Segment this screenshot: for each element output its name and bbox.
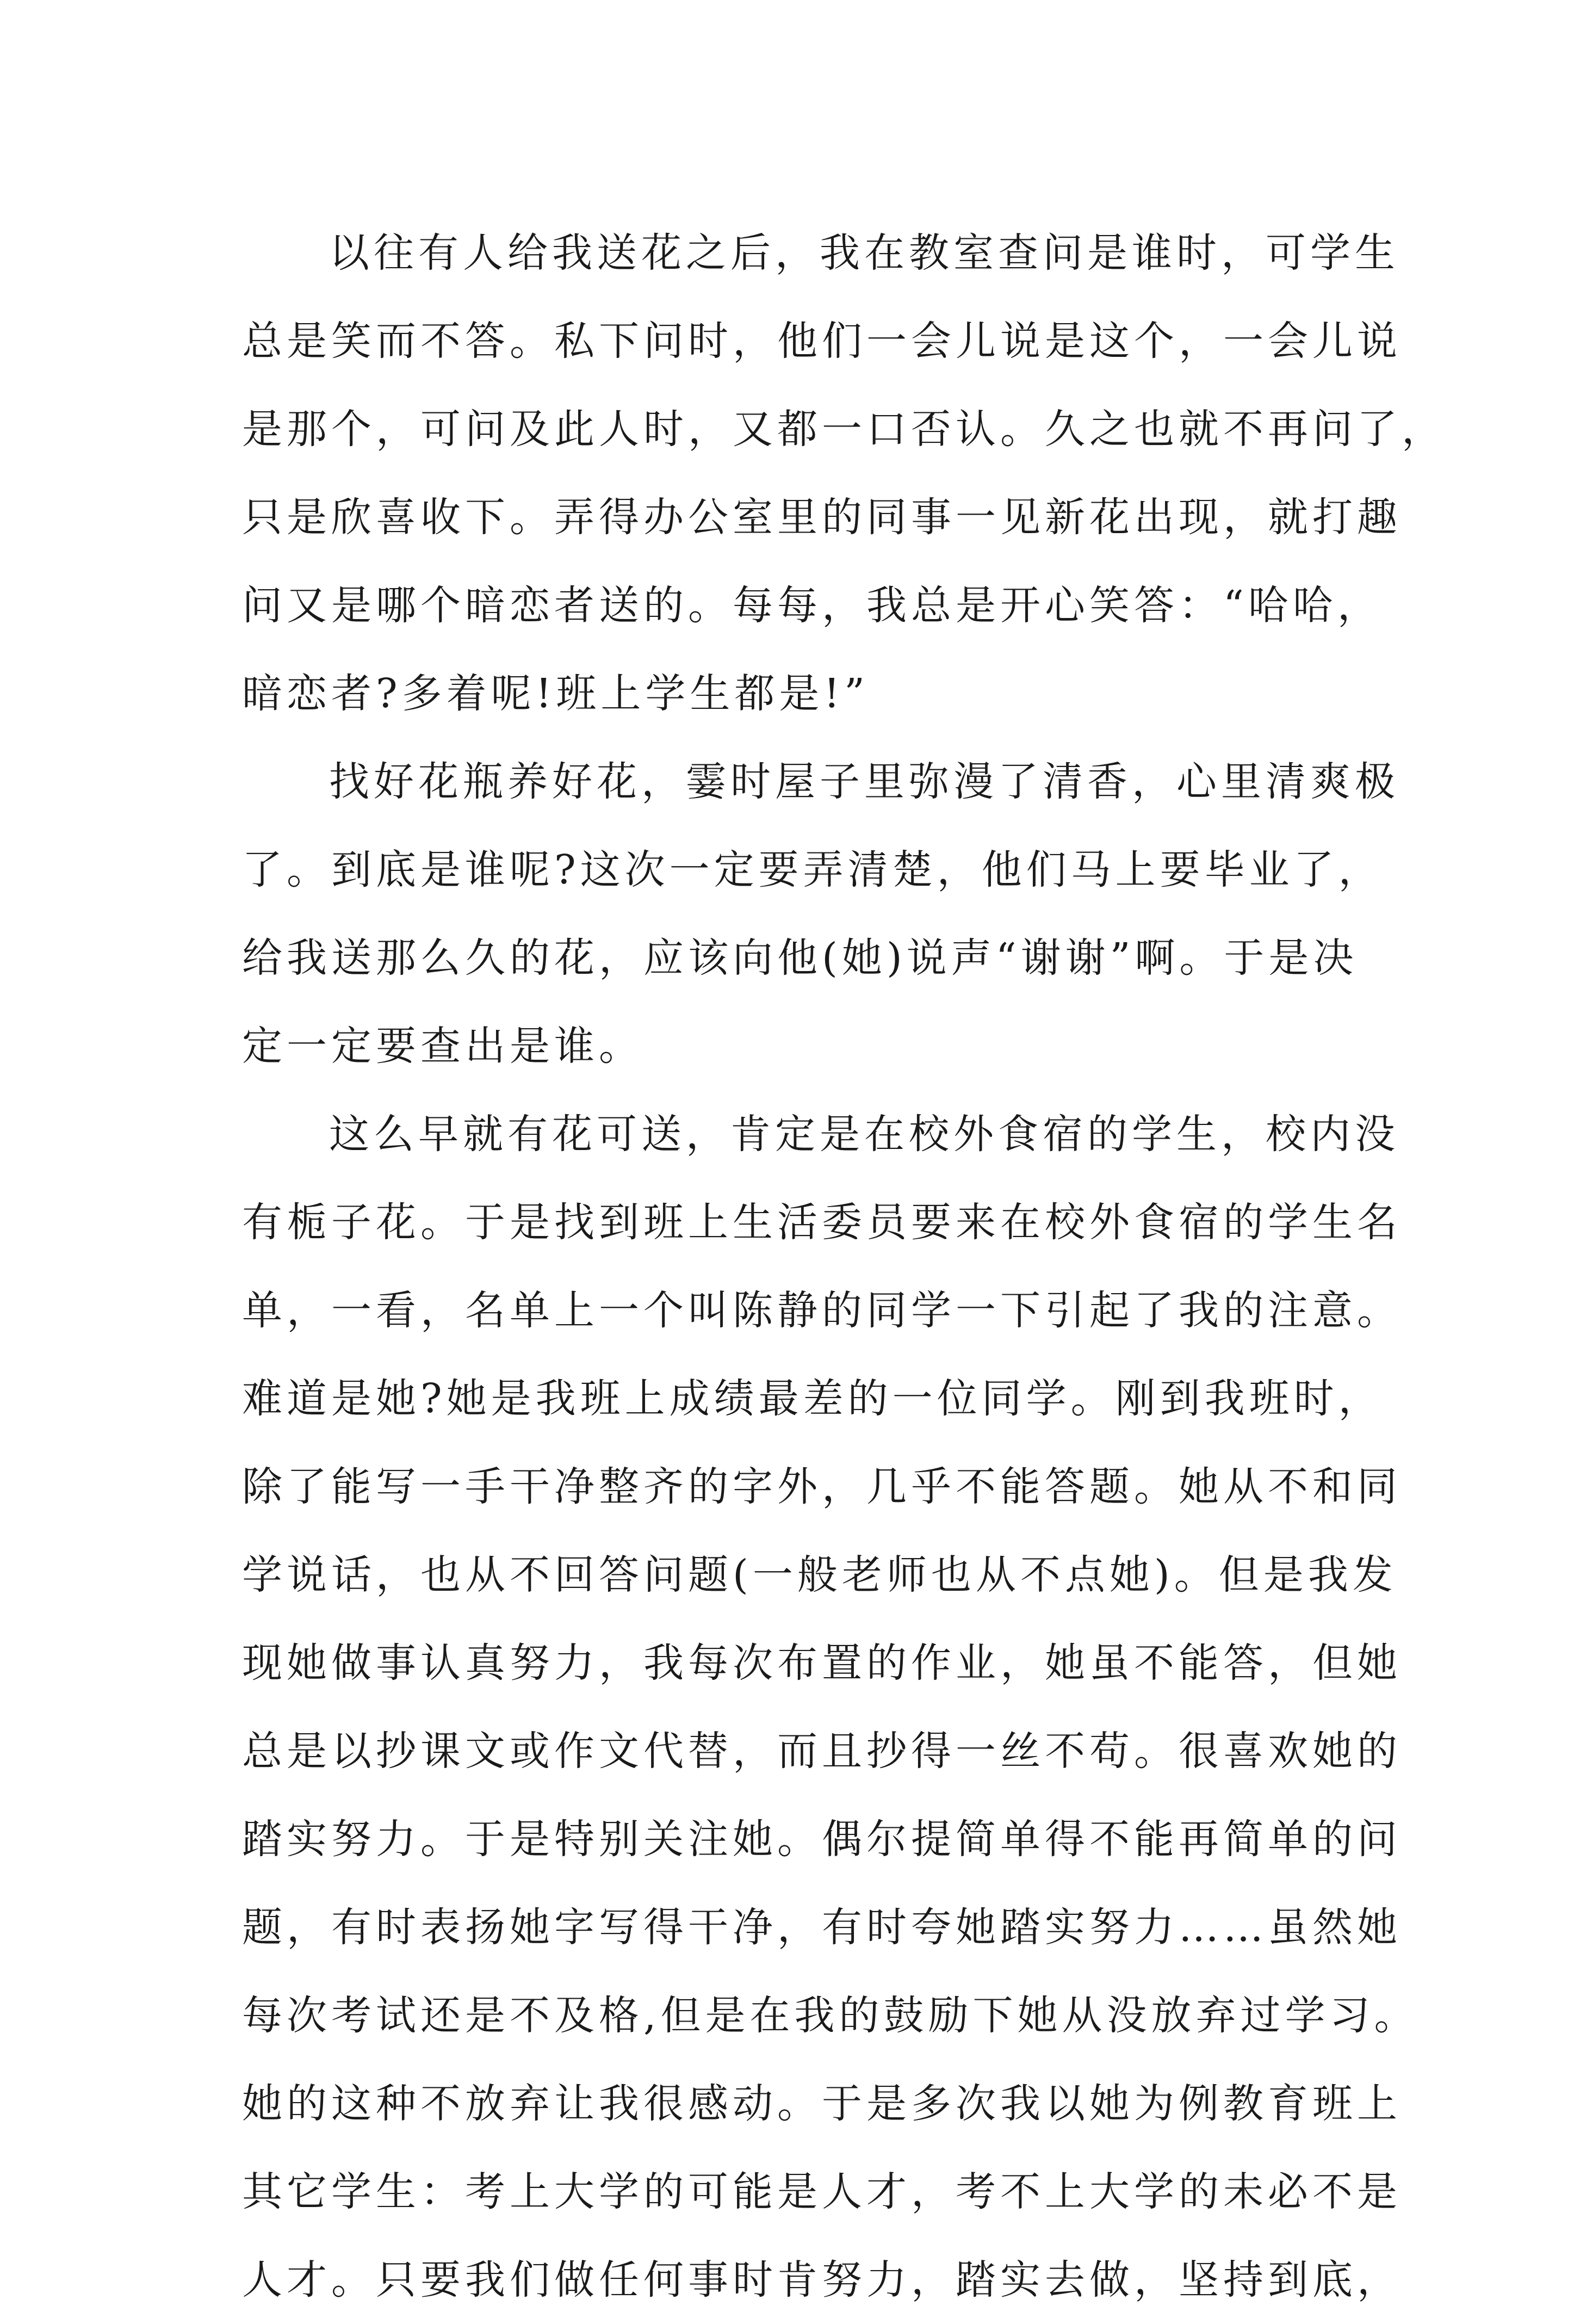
- text-line: 单，一看，名单上一个叫陈静的同学一下引起了我的注意。: [242, 1287, 1402, 1334]
- text-line: 她的这种不放弃让我很感动。于是多次我以她为例教育班上: [242, 2080, 1402, 2127]
- text-line: 人才。只要我们做任何事时肯努力，踏实去做，坚持到底，: [242, 2257, 1402, 2303]
- paragraph-first-line: 这么早就有花可送，肯定是在校外食宿的学生，校内没: [329, 1111, 1399, 1158]
- text-line: 给我送那么久的花，应该向他(她)说声“谢谢”啊。于是决: [242, 935, 1358, 981]
- body-text: [242, 209, 1446, 2324]
- text-line: 每次考试还是不及格,但是在我的鼓励下她从没放弃过学习。: [242, 1992, 1419, 2039]
- text-line: 其它学生：考上大学的可能是人才，考不上大学的未必不是: [242, 2168, 1402, 2215]
- text-line: 踏实努力。于是特别关注她。偶尔提简单得不能再简单的问: [242, 1816, 1402, 1863]
- text-line: 难道是她?她是我班上成绩最差的一位同学。刚到我班时，: [242, 1375, 1383, 1422]
- text-line: 总是以抄课文或作文代替，而且抄得一丝不苟。很喜欢她的: [242, 1728, 1402, 1775]
- paragraph-first-line: 以往有人给我送花之后，我在教室查问是谁时，可学生: [329, 230, 1399, 276]
- text-line: 有栀子花。于是找到班上生活委员要来在校外食宿的学生名: [242, 1199, 1402, 1246]
- text-line: 只是欣喜收下。弄得办公室里的同事一见新花出现，就打趣: [242, 494, 1402, 541]
- text-line: 题，有时表扬她字写得干净，有时夸她踏实努力……虽然她: [242, 1904, 1402, 1951]
- text-line: 现她做事认真努力，我每次布置的作业，她虽不能答，但她: [242, 1640, 1402, 1686]
- paragraph-first-line: 找好花瓶养好花，霎时屋子里弥漫了清香，心里清爽极: [329, 758, 1399, 805]
- text-line: 是那个，可问及此人时，又都一口否认。久之也就不再问了，: [242, 406, 1446, 453]
- text-line: 暗恋者?多着呢!班上学生都是!”: [242, 670, 869, 717]
- text-line: 定一定要查出是谁。: [242, 1023, 643, 1070]
- text-line: 了。到底是谁呢?这次一定要弄清楚，他们马上要毕业了，: [242, 846, 1383, 893]
- text-line: 学说话，也从不回答问题(一般老师也从不点她)。但是我发: [242, 1552, 1397, 1598]
- text-line: 总是笑而不答。私下问时，他们一会儿说是这个，一会儿说: [242, 318, 1402, 364]
- text-line: 除了能写一手干净整齐的字外，几乎不能答题。她从不和同: [242, 1463, 1402, 1510]
- text-line: 问又是哪个暗恋者送的。每每，我总是开心笑答：“哈哈，: [242, 582, 1382, 629]
